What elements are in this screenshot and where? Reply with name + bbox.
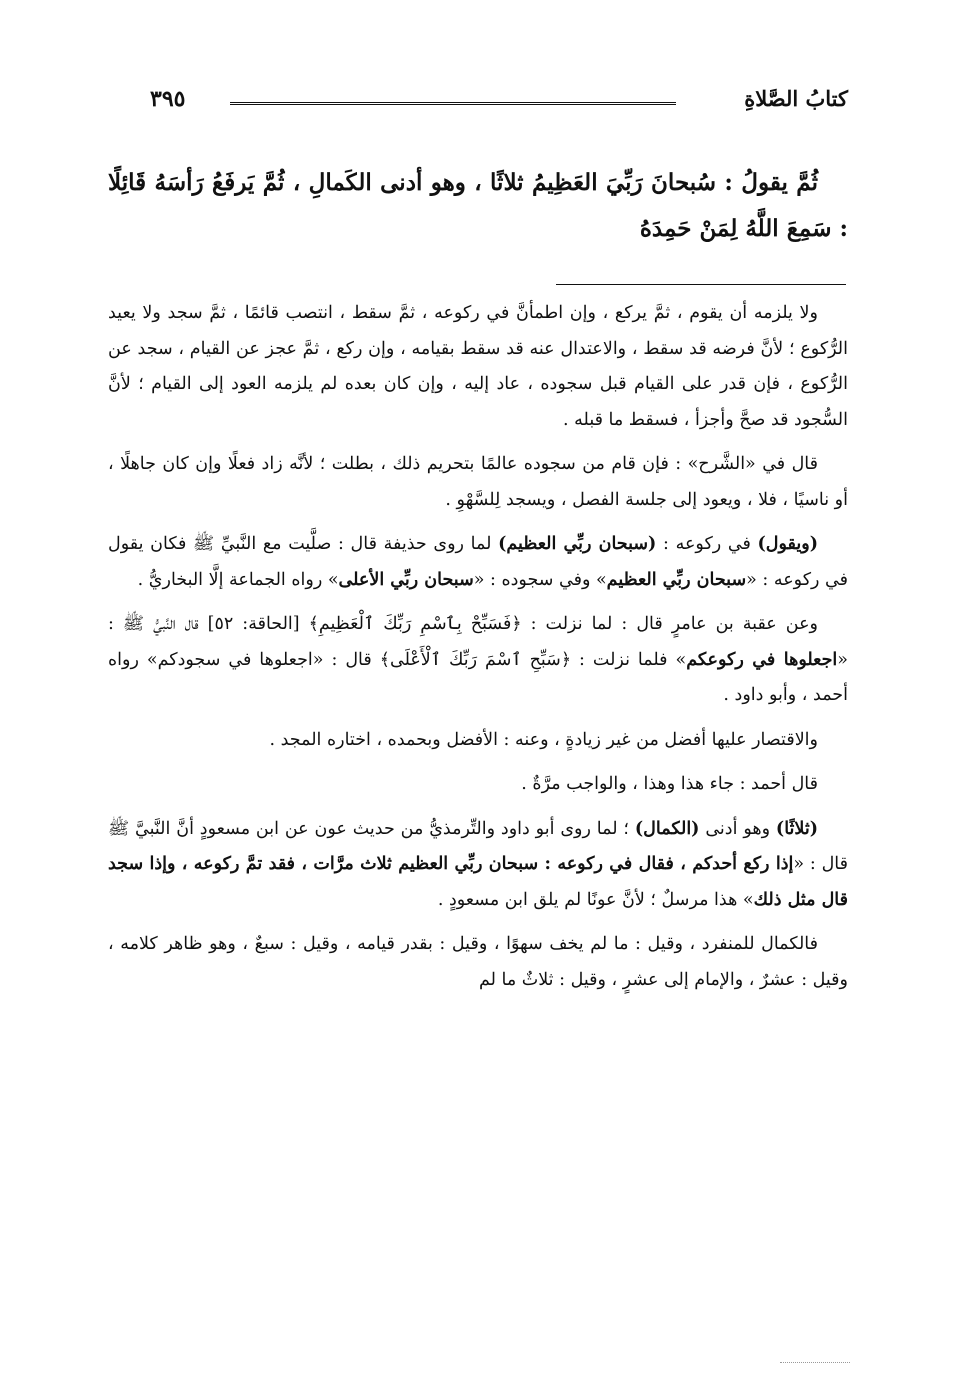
text-segment: قال أحمد : جاء هذا وهذا ، والواجب مرَّةٌ . bbox=[521, 774, 818, 794]
text-segment: وعن عقبة بن عامرٍ قال : لما نزلت : ﴿فَسَبِّحْ بِٱسْمِ رَبِّكَ ٱلْعَظِيمِ﴾ [الحاقة: ٥٢] قال النَّبيُّ ﷺ : « bbox=[108, 614, 849, 670]
text-segment: » فلما نزلت : ﴿سَبِّحِ ٱسْمَ رَبِّكَ ٱلْأَعْلَى﴾ قال : «اجعلوها في سجودكم» رواه أحمد ، وأبو داود . bbox=[108, 649, 848, 705]
paragraph bbox=[108, 767, 848, 803]
bold-segment: (سبحان ربِّي العظيم) bbox=[498, 534, 657, 554]
text-segment: وهو أدنى bbox=[699, 818, 776, 839]
text-segment: لما روى حذيفة قال : صلَّيت مع النَّبيِّ ﷺ فكان يقول في ركوعه : « bbox=[108, 534, 848, 590]
paragraph bbox=[108, 723, 848, 759]
text-segment: » هذا مرسلٌ ؛ لأنَّ عونًا لم يلق ابن مسعودٍ . bbox=[437, 889, 754, 910]
paragraph bbox=[108, 812, 848, 919]
chapter-title: كتابُ الصَّلاةِ bbox=[744, 86, 848, 111]
paragraph bbox=[108, 607, 848, 714]
paragraph bbox=[108, 296, 848, 438]
matn-text: ثُمَّ يقولُ : سُبحانَ رَبِّيَ العَظِيمُ ثلاثًا ، وهو أدنى الكَمالِ ، ثُمَّ يَرفَعُ رَأسَهُ قَائِلًا : سَمِعَ اللَّهُ لِمَنْ حَمِدَهُ bbox=[108, 169, 848, 242]
text-segment: ؛ لما روى أبو داود والتِّرمذيُّ من حديث عون عن ابن مسعودٍ أنَّ النَّبيَّ ﷺ قال : « bbox=[108, 818, 849, 874]
paragraph bbox=[108, 527, 848, 598]
matn-separator bbox=[556, 284, 846, 285]
footer-mark bbox=[780, 1362, 850, 1363]
paragraph bbox=[108, 447, 848, 518]
bold-segment: اجعلوها في ركوعكم bbox=[686, 649, 838, 670]
text-segment: قال في «الشَّرح» : فإن قام من سجوده عالمًا بتحريم ذلك ، بطلت ؛ لأنَّه زاد فعلًا وإن كان جاهلًا ، أو ناسيًا ، فلا ، ويعود إلى جلسة الفصل ، ويسجد لِلسَّهْوِ . bbox=[108, 454, 848, 510]
bold-segment: (ويقول) bbox=[757, 534, 819, 554]
header-rule bbox=[230, 102, 676, 105]
text-segment: والاقتصار عليها أفضل من غير زيادةٍ ، وعنه : الأفضل وبحمده ، اختاره المجد . bbox=[269, 729, 818, 750]
bold-segment: سبحان ربِّي العظيم bbox=[606, 569, 747, 590]
page-header bbox=[150, 82, 848, 122]
bold-segment: إذا ركع أحدكم ، فقال في ركوعه : سبحان ربِّي العظيم ثلاث مرَّات ، فقد تمَّ ركوعه ، وإذا سجد قال مثل ذلك bbox=[108, 854, 848, 910]
text-segment: » رواه الجماعة إلَّا البخاريُّ . bbox=[137, 569, 339, 590]
text-segment: في ركوعه : bbox=[656, 534, 758, 554]
bold-segment: (ثلاثًا) bbox=[775, 818, 818, 839]
commentary-text bbox=[108, 296, 848, 1007]
text-segment: فالكمال للمنفرد ، وقيل : ما لم يخف سهوًا ، وقيل : بقدر قيامه ، وقيل : سبعٌ ، وهو ظاهر كلامه ، وقيل : عشرٌ ، والإمام إلى عشرٍ ، وقيل : ثلاثٌ ما لم bbox=[108, 934, 848, 990]
text-segment: ولا يلزمه أن يقوم ، ثمَّ يركع ، وإن اطمأنَّ في ركوعه ، ثمَّ سقط ، انتصب قائمًا ، ثمَّ سجد ولا يعيد الرُّكوع ؛ لأنَّ فرضه قد سقط ، والاعتدال عنه قد سقط بقيامه ، وإن ركع ، ثمَّ عجز عن القيام ، سجد عن الرُّكوع ، فإن قدر على القيام قبل سجوده ، عاد إليه ، وإن كان بعده لم يلزمه العود إلى القيام ؛ لأنَّ السُّجود قد صحَّ وأجزأ ، فسقط ما قبله . bbox=[108, 303, 848, 430]
paragraph bbox=[108, 927, 848, 998]
bold-segment: سبحان ربِّي الأعلى bbox=[338, 569, 474, 590]
text-segment: » وفي سجوده : « bbox=[473, 569, 607, 590]
bold-segment: (الكمال) bbox=[634, 818, 700, 839]
page-number: ٣٩٥ bbox=[150, 86, 186, 112]
